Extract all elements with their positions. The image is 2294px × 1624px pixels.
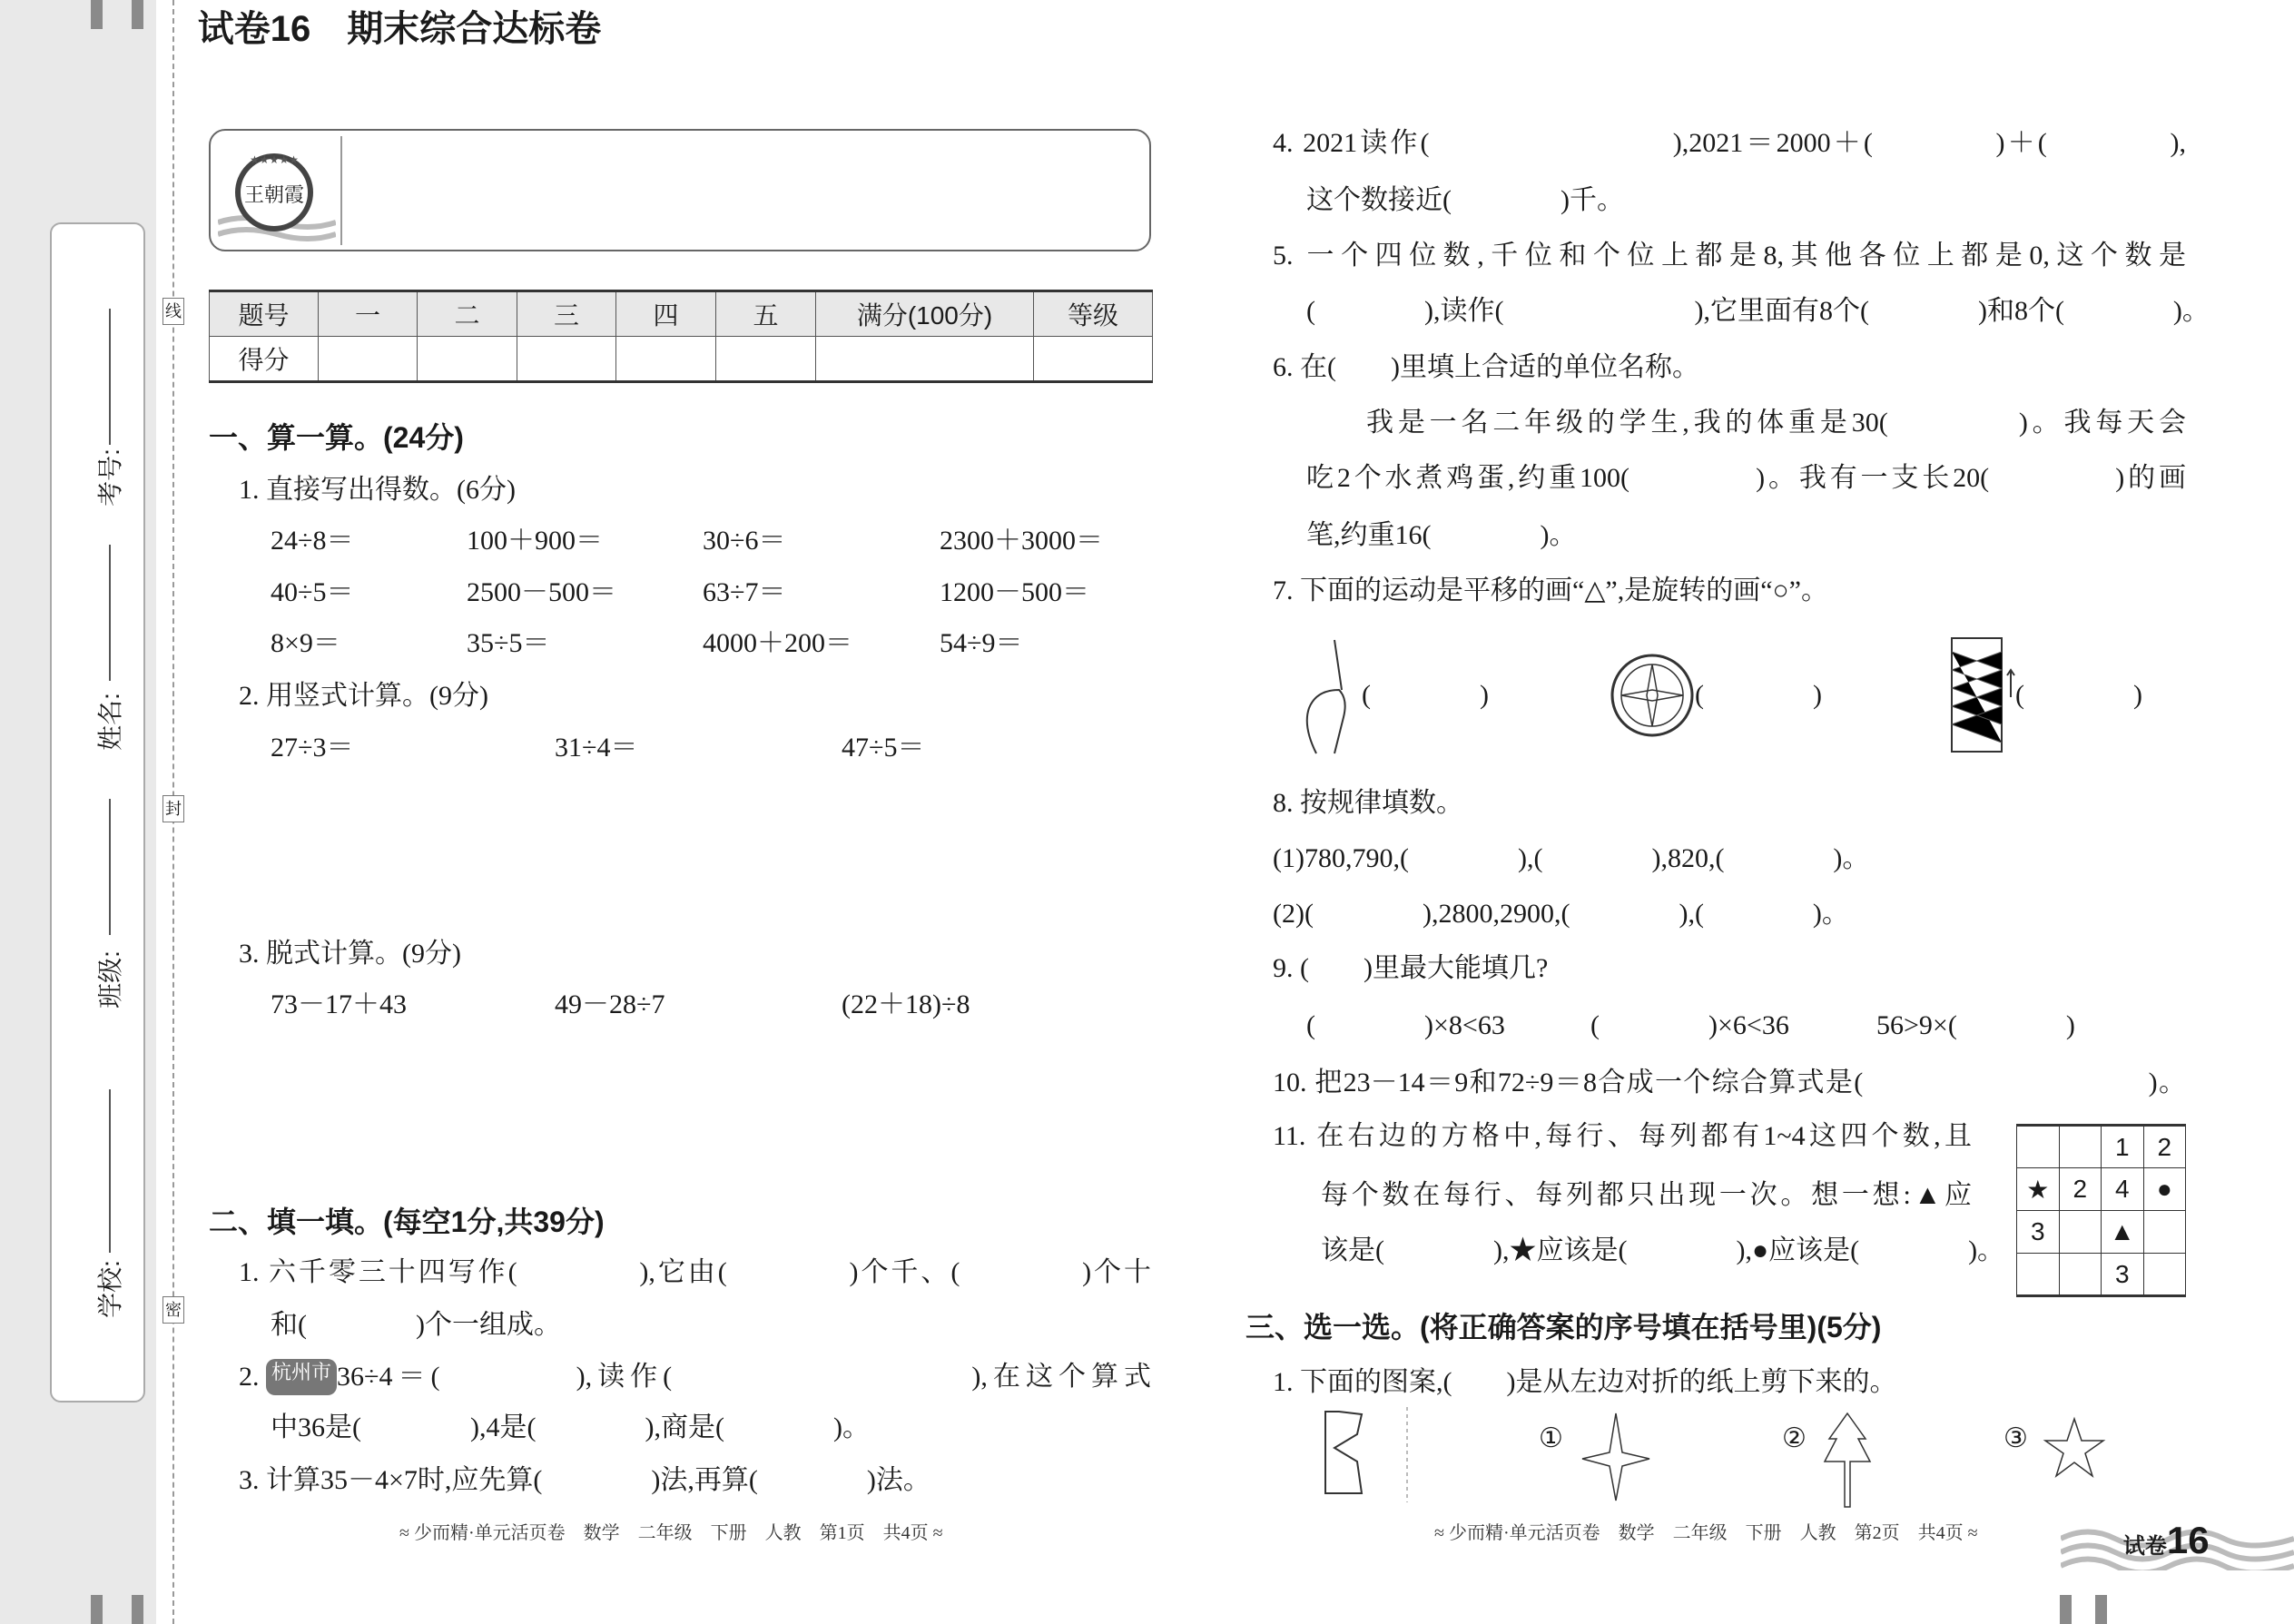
calc-item: 30÷6＝: [703, 526, 786, 556]
answer-blank[interactable]: ( ): [1695, 680, 1822, 710]
question-text: 36÷4＝( ),读作( ),在这个算式: [337, 1362, 1151, 1392]
fill-line[interactable]: [109, 799, 111, 935]
question: 9. ( )里最大能填几?: [1273, 953, 1549, 983]
star-figure[interactable]: [2043, 1416, 2106, 1480]
calc-item: 31÷4＝: [555, 733, 638, 763]
registration-mark: [2060, 1595, 2072, 1624]
calc-item: 40÷5＝: [271, 577, 354, 607]
hand-writing-icon: [1298, 635, 1362, 758]
fill-line[interactable]: [109, 545, 111, 681]
registration-mark: [132, 1595, 143, 1624]
question: 我是一名二年级的学生,我的体重是30( )。我每天会: [1366, 408, 2186, 438]
calc-item: 49－28÷7: [555, 989, 665, 1019]
question: 6. 在( )里填上合适的单位名称。: [1273, 352, 1699, 382]
compass-icon: [1609, 652, 1696, 739]
answer-blank[interactable]: ( ): [2015, 680, 2142, 710]
calc-item: (22＋18)÷8: [842, 989, 970, 1019]
question: 该是( ),★应该是( ),●应该是( )。: [1321, 1235, 2005, 1265]
section-heading: 一、算一算。(24分): [209, 421, 464, 454]
option-label[interactable]: ②: [1782, 1423, 1807, 1453]
seal-mark-line: 线: [162, 298, 184, 325]
grid-cell: [2017, 1254, 2060, 1296]
svg-text:★★★★★: ★★★★★: [250, 153, 299, 166]
question: 10. 把23－14＝9和72÷9＝8合成一个综合算式是( )。: [1273, 1068, 2186, 1097]
question: 和( )个一组成。: [271, 1310, 561, 1340]
score-cell[interactable]: [616, 337, 716, 382]
grid-cell: ▲: [2101, 1211, 2143, 1254]
question: [239, 1359, 1151, 1395]
question: 1. 直接写出得数。(6分): [239, 475, 516, 505]
question: 3. 脱式计算。(9分): [239, 939, 461, 969]
score-header: 二: [418, 291, 517, 337]
registration-mark: [2095, 1595, 2107, 1624]
section-heading: 二、填一填。(每空1分,共39分): [209, 1206, 605, 1238]
page-footer: ≈ 少而精·单元活页卷 数学 二年级 下册 人教 第2页 共4页 ≈: [1434, 1523, 1978, 1543]
grid-cell: ★: [2017, 1168, 2060, 1211]
score-row-label: 得分: [210, 337, 319, 382]
name-label: 姓名:: [95, 693, 124, 751]
calc-item: 54÷9＝: [940, 628, 1023, 658]
exam-number-label: 考号:: [95, 448, 124, 507]
exam-number-tag: [2115, 1502, 2210, 1562]
grid-cell: 1: [2101, 1126, 2143, 1168]
score-header: 五: [716, 291, 816, 337]
option-label[interactable]: ③: [2004, 1423, 2028, 1453]
calc-item: 1200－500＝: [940, 577, 1089, 607]
score-header: 题号: [210, 291, 319, 337]
calc-item: 35÷5＝: [467, 628, 550, 658]
student-info-box: [50, 222, 145, 1403]
class-label: 班级:: [95, 950, 124, 1009]
publisher-logo: [218, 136, 336, 245]
section-heading: 三、选一选。(将正确答案的序号填在括号里)(5分): [1245, 1311, 1882, 1343]
question: 5. 一个四位数,千位和个位上都是8,其他各位上都是0,这个数是: [1273, 241, 2186, 271]
calc-item: 4000＋200＝: [703, 628, 852, 658]
question: ( )×6<36: [1590, 1010, 1789, 1040]
calc-item: 2300＋3000＝: [940, 526, 1103, 556]
question: ( )×8<63: [1306, 1010, 1505, 1040]
registration-mark: [91, 1595, 103, 1624]
answer-blank[interactable]: ( ): [1362, 680, 1489, 710]
calc-item: 73－17＋43: [271, 989, 407, 1019]
number-grid: [2016, 1124, 2186, 1297]
calc-item: 100＋900＝: [467, 526, 603, 556]
calc-item: 8×9＝: [271, 628, 340, 658]
grid-cell: 2: [2143, 1126, 2185, 1168]
grid-cell: [2017, 1126, 2060, 1168]
grid-cell: [2059, 1254, 2101, 1296]
score-cell[interactable]: [418, 337, 517, 382]
score-header: 一: [319, 291, 418, 337]
question: 3. 计算35－4×7时,应先算( )法,再算( )法。: [239, 1465, 930, 1495]
score-header: 三: [517, 291, 616, 337]
tag-label: 试卷: [2122, 1534, 2167, 1559]
question: 这个数接近( )千。: [1306, 185, 1624, 215]
score-header: 满分(100分): [816, 291, 1034, 337]
question: (1)780,790,( ),( ),820,( )。: [1273, 843, 1870, 873]
question: ( ),读作( ),它里面有8个( )和8个( )。: [1306, 296, 2210, 326]
registration-mark: [91, 0, 103, 29]
grid-cell: 4: [2101, 1168, 2143, 1211]
grid-cell: ●: [2143, 1168, 2185, 1211]
question: 56>9×( ): [1876, 1010, 2075, 1040]
grid-cell: 2: [2059, 1168, 2101, 1211]
calc-item: 2500－500＝: [467, 577, 616, 607]
tree-figure[interactable]: [1820, 1412, 1875, 1511]
registration-mark: [132, 0, 143, 29]
fill-line[interactable]: [109, 309, 111, 445]
score-cell[interactable]: [716, 337, 816, 382]
grid-cell: [2143, 1211, 2185, 1254]
folded-paper-figure: [1321, 1407, 1412, 1502]
score-cell[interactable]: [517, 337, 616, 382]
option-label[interactable]: ①: [1539, 1423, 1563, 1453]
fill-line[interactable]: [109, 1089, 111, 1253]
question: 2. 用竖式计算。(9分): [239, 681, 488, 711]
question: 吃2个水煮鸡蛋,约重100( )。我有一支长20( )的画: [1306, 463, 2186, 493]
question: 1. 下面的图案,( )是从左边对折的纸上剪下来的。: [1273, 1367, 1897, 1397]
grid-cell: 3: [2101, 1254, 2143, 1296]
grid-cell: [2059, 1126, 2101, 1168]
grid-cell: [2143, 1254, 2185, 1296]
question: 11. 在右边的方格中,每行、每列都有1~4这四个数,且: [1273, 1121, 1972, 1151]
divider: [340, 136, 342, 245]
question: 每个数在每行、每列都只出现一次。想一想:▲应: [1321, 1180, 1972, 1210]
question: (2)( ),2800,2900,( ),( )。: [1273, 899, 1849, 929]
elevator-tower-icon: [1938, 634, 2020, 761]
score-header: 等级: [1034, 291, 1153, 337]
score-cell[interactable]: [319, 337, 418, 382]
calc-item: 24÷8＝: [271, 526, 354, 556]
region-badge: 杭州市: [266, 1359, 337, 1395]
question: 4. 2021读作( ),2021＝2000＋( )＋( ),: [1273, 128, 2186, 158]
question: 7. 下面的运动是平移的画“△”,是旋转的画“○”。: [1273, 576, 1828, 605]
question: 中36是( ),4是( ),商是( )。: [271, 1412, 870, 1442]
score-cell[interactable]: [1034, 337, 1153, 382]
svg-text:王朝霞: 王朝霞: [243, 183, 305, 206]
question-number: 2.: [239, 1362, 266, 1392]
four-point-star-figure[interactable]: [1580, 1412, 1652, 1502]
calc-item: 47÷5＝: [842, 733, 925, 763]
calc-item: 27÷3＝: [271, 733, 354, 763]
header-box: [209, 129, 1151, 251]
score-table: [209, 290, 1153, 383]
page-title: 试卷16 期末综合达标卷: [197, 9, 602, 49]
question: 笔,约重16( )。: [1306, 520, 1577, 550]
question: 8. 按规律填数。: [1273, 788, 1463, 818]
score-cell[interactable]: [816, 337, 1034, 382]
grid-cell: 3: [2017, 1211, 2060, 1254]
school-label: 学校:: [95, 1260, 124, 1318]
question: 1. 六千零三十四写作( ),它由( )个千、( )个十: [239, 1257, 1151, 1287]
score-header: 四: [616, 291, 716, 337]
page-footer: ≈ 少而精·单元活页卷 数学 二年级 下册 人教 第1页 共4页 ≈: [399, 1523, 943, 1543]
seal-mark-secret: 密: [162, 1296, 184, 1324]
tag-number: 16: [2166, 1519, 2210, 1561]
calc-item: 63÷7＝: [703, 577, 786, 607]
seal-mark-seal: 封: [162, 795, 184, 822]
grid-cell: [2059, 1211, 2101, 1254]
